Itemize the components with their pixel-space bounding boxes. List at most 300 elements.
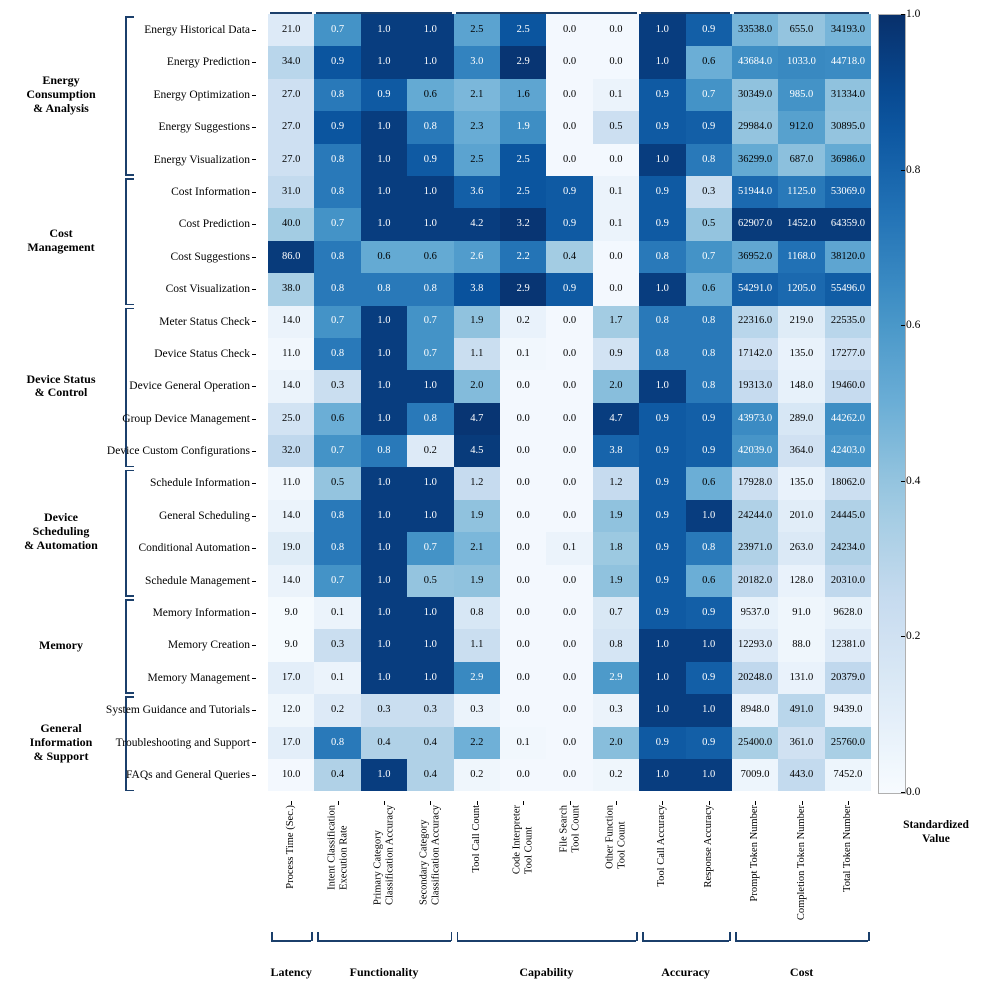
row-group-label-line: & Support xyxy=(33,748,89,763)
heatmap-cell: 1.0 xyxy=(361,759,407,791)
heatmap-cell: 0.6 xyxy=(686,273,732,305)
heatmap-cell: 0.0 xyxy=(500,662,546,694)
heatmap-cell: 1.1 xyxy=(454,338,500,370)
heatmap-cell: 0.6 xyxy=(686,46,732,78)
row-tick xyxy=(252,62,256,63)
heatmap-row xyxy=(268,435,871,467)
row-label-text: Energy Historical Data xyxy=(144,24,250,36)
heatmap-cell: 0.9 xyxy=(639,403,685,435)
heatmap-cell: 20182.0 xyxy=(732,565,778,597)
heatmap-cell: 42403.0 xyxy=(825,435,871,467)
heatmap-cell: 0.0 xyxy=(546,467,592,499)
column-category-bracket-cap xyxy=(451,932,453,941)
column-label-text xyxy=(796,805,808,920)
heatmap-cell: 1.0 xyxy=(407,208,453,240)
row-tick xyxy=(252,581,256,582)
heatmap-cell: 0.8 xyxy=(686,144,732,176)
heatmap-cell: 2.5 xyxy=(454,144,500,176)
heatmap-cell: 2.5 xyxy=(454,14,500,46)
heatmap-cell: 53069.0 xyxy=(825,176,871,208)
heatmap-cell: 1.0 xyxy=(407,467,453,499)
heatmap-cell: 31334.0 xyxy=(825,79,871,111)
heatmap-cell: 0.7 xyxy=(407,338,453,370)
heatmap-cell: 27.0 xyxy=(268,111,314,143)
heatmap-cell: 0.6 xyxy=(407,79,453,111)
heatmap-cell: 0.6 xyxy=(686,565,732,597)
heatmap-cell: 0.5 xyxy=(407,565,453,597)
heatmap-cell: 38.0 xyxy=(268,273,314,305)
row-label xyxy=(0,727,262,759)
heatmap-cell: 91.0 xyxy=(778,597,824,629)
column-category-label: Functionality xyxy=(349,965,419,979)
column-label-line2: Tool Count xyxy=(615,821,627,869)
row-label-text: Energy Prediction xyxy=(166,56,250,69)
heatmap-row xyxy=(268,144,871,176)
heatmap-cell: 1.0 xyxy=(361,403,407,435)
heatmap-cell: 1.0 xyxy=(361,46,407,78)
heatmap-cell: 0.1 xyxy=(500,338,546,370)
column-label xyxy=(778,805,824,935)
row-tick xyxy=(252,775,256,776)
heatmap-cell: 62907.0 xyxy=(732,208,778,240)
row-group-label-line: Scheduling xyxy=(32,524,90,539)
heatmap-cell: 0.8 xyxy=(314,241,360,273)
heatmap-row xyxy=(268,727,871,759)
row-label xyxy=(0,144,262,176)
heatmap-cell: 0.0 xyxy=(546,144,592,176)
heatmap-cell: 7452.0 xyxy=(825,759,871,791)
heatmap-cell: 0.2 xyxy=(500,306,546,338)
row-label-text: System Guidance and Tutorials xyxy=(105,704,250,717)
row-label xyxy=(0,111,262,143)
heatmap-cell: 0.9 xyxy=(686,111,732,143)
column-label-line2: Tool Count xyxy=(569,805,581,853)
column-label-text xyxy=(703,805,715,888)
heatmap-cell: 25760.0 xyxy=(825,727,871,759)
heatmap-cell: 0.0 xyxy=(500,467,546,499)
heatmap-cell: 131.0 xyxy=(778,662,824,694)
heatmap-cell: 0.7 xyxy=(407,306,453,338)
heatmap-cell: 1.8 xyxy=(593,532,639,564)
heatmap-cell: 1.0 xyxy=(361,467,407,499)
heatmap-cell: 24445.0 xyxy=(825,500,871,532)
heatmap-cell: 0.3 xyxy=(361,694,407,726)
heatmap-cell: 1.0 xyxy=(361,662,407,694)
heatmap-cell: 0.9 xyxy=(686,662,732,694)
heatmap-cell: 0.0 xyxy=(546,111,592,143)
column-label-line2: Execution Rate xyxy=(337,825,349,890)
row-label xyxy=(0,176,262,208)
column-category-label: Capability xyxy=(519,965,574,979)
heatmap-cell: 985.0 xyxy=(778,79,824,111)
row-label xyxy=(0,500,262,532)
heatmap-cell: 1.0 xyxy=(361,14,407,46)
heatmap-cell: 3.6 xyxy=(454,176,500,208)
row-label xyxy=(0,306,262,338)
heatmap-cell: 0.9 xyxy=(639,435,685,467)
heatmap-cell: 36299.0 xyxy=(732,144,778,176)
heatmap-grid xyxy=(268,14,871,791)
column-category-bracket-cap xyxy=(636,932,638,941)
heatmap-cell: 25400.0 xyxy=(732,727,778,759)
column-label xyxy=(454,805,500,935)
heatmap-cell: 33538.0 xyxy=(732,14,778,46)
heatmap-cell: 12381.0 xyxy=(825,629,871,661)
heatmap-cell: 0.6 xyxy=(686,467,732,499)
row-tick xyxy=(252,95,256,96)
row-tick xyxy=(252,321,256,322)
heatmap-row xyxy=(268,111,871,143)
heatmap-cell: 19.0 xyxy=(268,532,314,564)
row-label-text: Memory Management xyxy=(147,671,250,684)
heatmap-cell: 55496.0 xyxy=(825,273,871,305)
column-label-text xyxy=(285,805,297,889)
heatmap-cell: 0.0 xyxy=(593,46,639,78)
heatmap-cell: 0.8 xyxy=(639,338,685,370)
heatmap-cell: 1.0 xyxy=(407,46,453,78)
heatmap-cell: 2.1 xyxy=(454,79,500,111)
colorbar-title xyxy=(880,818,992,847)
heatmap-cell: 1.0 xyxy=(361,370,407,402)
heatmap-cell: 0.0 xyxy=(500,435,546,467)
heatmap-cell: 0.0 xyxy=(546,629,592,661)
row-tick xyxy=(252,710,256,711)
heatmap-cell: 1.0 xyxy=(407,500,453,532)
row-label-text: Energy Visualization xyxy=(153,153,250,166)
column-category-bracket-cap xyxy=(311,932,313,941)
heatmap-cell: 23971.0 xyxy=(732,532,778,564)
heatmap-cell: 4.2 xyxy=(454,208,500,240)
colorbar-tick-label: 0.4 xyxy=(906,474,921,487)
heatmap-cell: 44718.0 xyxy=(825,46,871,78)
heatmap-cell: 1.0 xyxy=(361,176,407,208)
heatmap-cell: 0.0 xyxy=(500,403,546,435)
heatmap-cell: 1.0 xyxy=(407,14,453,46)
row-tick xyxy=(252,483,256,484)
row-group-label-line: & Control xyxy=(34,385,88,400)
row-tick xyxy=(252,289,256,290)
heatmap-row xyxy=(268,338,871,370)
heatmap-cell: 0.6 xyxy=(314,403,360,435)
heatmap-cell: 1.0 xyxy=(639,144,685,176)
heatmap-cell: 0.0 xyxy=(500,532,546,564)
row-tick xyxy=(252,224,256,225)
heatmap-cell: 1125.0 xyxy=(778,176,824,208)
row-label-text: Schedule Management xyxy=(144,574,250,587)
row-tick xyxy=(252,192,256,193)
row-label-text: Troubleshooting and Support xyxy=(115,736,250,749)
heatmap-cell: 1.0 xyxy=(639,629,685,661)
heatmap-cell: 3.2 xyxy=(500,208,546,240)
row-label xyxy=(0,629,262,661)
column-label-line1: Primary Category xyxy=(372,830,384,906)
heatmap-cell: 3.8 xyxy=(454,273,500,305)
heatmap-cell: 2.3 xyxy=(454,111,500,143)
column-label-text xyxy=(842,805,854,892)
heatmap-cell: 0.0 xyxy=(500,370,546,402)
heatmap-cell: 0.0 xyxy=(546,370,592,402)
heatmap-cell: 1.0 xyxy=(639,370,685,402)
column-label-line1: Response Accuracy xyxy=(703,805,715,888)
heatmap-cell: 1.0 xyxy=(361,532,407,564)
heatmap-cell: 2.5 xyxy=(500,176,546,208)
row-tick xyxy=(252,127,256,128)
heatmap-cell: 0.9 xyxy=(686,403,732,435)
row-tick xyxy=(252,613,256,614)
heatmap-row xyxy=(268,46,871,78)
heatmap-cell: 30895.0 xyxy=(825,111,871,143)
column-label-line1: Other Function xyxy=(604,805,616,869)
heatmap-cell: 0.8 xyxy=(314,532,360,564)
heatmap-cell: 219.0 xyxy=(778,306,824,338)
heatmap-cell: 1.9 xyxy=(454,306,500,338)
heatmap-cell: 19460.0 xyxy=(825,370,871,402)
heatmap-cell: 1.0 xyxy=(639,694,685,726)
heatmap-cell: 0.8 xyxy=(639,241,685,273)
heatmap-cell: 289.0 xyxy=(778,403,824,435)
column-label xyxy=(361,805,407,935)
heatmap-cell: 0.9 xyxy=(639,597,685,629)
heatmap-cell: 1.0 xyxy=(361,144,407,176)
column-label-text xyxy=(604,805,627,869)
heatmap-cell: 0.2 xyxy=(314,694,360,726)
heatmap-row xyxy=(268,403,871,435)
column-label-line1: Code Interpreter xyxy=(511,805,523,875)
heatmap-cell: 0.0 xyxy=(593,144,639,176)
row-label-text: Cost Information xyxy=(171,185,250,198)
column-label xyxy=(500,805,546,935)
heatmap-cell: 0.9 xyxy=(639,79,685,111)
heatmap-cell: 7009.0 xyxy=(732,759,778,791)
column-label-line1: Tool Call Count xyxy=(471,805,483,873)
heatmap-row xyxy=(268,370,871,402)
heatmap-cell: 0.8 xyxy=(686,532,732,564)
heatmap-cell: 0.8 xyxy=(314,727,360,759)
heatmap-cell: 1.0 xyxy=(639,14,685,46)
heatmap-cell: 0.8 xyxy=(593,629,639,661)
heatmap-cell: 17928.0 xyxy=(732,467,778,499)
heatmap-row xyxy=(268,759,871,791)
column-group-separator xyxy=(456,12,638,14)
heatmap-row xyxy=(268,467,871,499)
row-label xyxy=(0,662,262,694)
heatmap-cell: 88.0 xyxy=(778,629,824,661)
heatmap-cell: 201.0 xyxy=(778,500,824,532)
column-category-bracket-cap xyxy=(735,932,737,941)
heatmap-cell: 9537.0 xyxy=(732,597,778,629)
heatmap-cell: 9.0 xyxy=(268,597,314,629)
heatmap-cell: 0.0 xyxy=(500,500,546,532)
heatmap-cell: 0.2 xyxy=(407,435,453,467)
heatmap-cell: 1.0 xyxy=(686,629,732,661)
column-label xyxy=(268,805,314,935)
row-label xyxy=(0,46,262,78)
heatmap-cell: 1.0 xyxy=(361,208,407,240)
heatmap-cell: 20310.0 xyxy=(825,565,871,597)
heatmap-cell: 17.0 xyxy=(268,662,314,694)
heatmap-cell: 2.0 xyxy=(593,727,639,759)
heatmap-cell: 0.9 xyxy=(639,532,685,564)
heatmap-cell: 1.2 xyxy=(454,467,500,499)
heatmap-cell: 22316.0 xyxy=(732,306,778,338)
column-label-line1: Completion Token Number xyxy=(795,805,807,921)
heatmap-cell: 24244.0 xyxy=(732,500,778,532)
column-label xyxy=(593,805,639,935)
heatmap-cell: 1.0 xyxy=(639,46,685,78)
column-category-bracket-cap xyxy=(729,932,731,941)
row-label-text: Energy Optimization xyxy=(153,88,250,101)
heatmap-cell: 655.0 xyxy=(778,14,824,46)
heatmap-cell: 11.0 xyxy=(268,467,314,499)
heatmap-cell: 0.2 xyxy=(454,759,500,791)
heatmap-cell: 0.9 xyxy=(639,565,685,597)
heatmap-cell: 2.9 xyxy=(500,273,546,305)
column-label xyxy=(639,805,685,935)
row-group-label-line: Energy xyxy=(42,73,80,87)
heatmap-cell: 0.0 xyxy=(500,694,546,726)
heatmap-cell: 0.8 xyxy=(314,338,360,370)
heatmap-cell: 14.0 xyxy=(268,500,314,532)
heatmap-cell: 1.0 xyxy=(361,306,407,338)
column-label-text xyxy=(471,805,483,873)
heatmap-cell: 0.6 xyxy=(407,241,453,273)
heatmap-cell: 0.9 xyxy=(407,144,453,176)
row-label-text: Device Status Check xyxy=(154,347,250,360)
heatmap-cell: 3.8 xyxy=(593,435,639,467)
row-label xyxy=(0,241,262,273)
row-label xyxy=(0,14,262,46)
heatmap-cell: 18062.0 xyxy=(825,467,871,499)
row-label-text: Memory Creation xyxy=(167,639,250,652)
heatmap-cell: 42039.0 xyxy=(732,435,778,467)
heatmap-cell: 2.6 xyxy=(454,241,500,273)
column-category-bracket-cap xyxy=(317,932,319,941)
heatmap-cell: 0.8 xyxy=(314,500,360,532)
heatmap-cell: 0.7 xyxy=(686,241,732,273)
heatmap-cell: 1.1 xyxy=(454,629,500,661)
heatmap-row xyxy=(268,532,871,564)
heatmap-cell: 1.0 xyxy=(361,597,407,629)
heatmap-cell: 0.1 xyxy=(546,532,592,564)
heatmap-cell: 0.0 xyxy=(546,565,592,597)
column-label-line2: Classification Accuracy xyxy=(383,805,395,906)
heatmap-cell: 2.5 xyxy=(500,14,546,46)
heatmap-cell: 3.0 xyxy=(454,46,500,78)
heatmap-cell: 2.5 xyxy=(500,144,546,176)
heatmap-cell: 32.0 xyxy=(268,435,314,467)
heatmap-cell: 1.9 xyxy=(454,565,500,597)
heatmap-cell: 2.0 xyxy=(454,370,500,402)
heatmap-cell: 0.9 xyxy=(639,208,685,240)
heatmap-cell: 361.0 xyxy=(778,727,824,759)
heatmap-cell: 0.3 xyxy=(314,629,360,661)
heatmap-cell: 1.0 xyxy=(361,111,407,143)
heatmap-cell: 0.0 xyxy=(593,273,639,305)
column-label xyxy=(407,805,453,935)
heatmap-cell: 36952.0 xyxy=(732,241,778,273)
heatmap-cell: 0.1 xyxy=(593,208,639,240)
row-label xyxy=(0,370,262,402)
heatmap-cell: 0.8 xyxy=(407,403,453,435)
row-tick xyxy=(252,645,256,646)
heatmap-cell: 1.0 xyxy=(639,273,685,305)
heatmap-row xyxy=(268,500,871,532)
heatmap-cell: 0.8 xyxy=(314,144,360,176)
heatmap-cell: 1.9 xyxy=(454,500,500,532)
heatmap-cell: 1033.0 xyxy=(778,46,824,78)
heatmap-cell: 0.3 xyxy=(593,694,639,726)
heatmap-cell: 1.9 xyxy=(593,500,639,532)
heatmap-cell: 1.2 xyxy=(593,467,639,499)
heatmap-cell: 51944.0 xyxy=(732,176,778,208)
heatmap-cell: 0.0 xyxy=(593,14,639,46)
heatmap-cell: 0.0 xyxy=(546,338,592,370)
row-tick xyxy=(252,159,256,160)
colorbar-tick-mark xyxy=(901,792,905,793)
heatmap-cell: 4.7 xyxy=(454,403,500,435)
heatmap-cell: 1.0 xyxy=(407,629,453,661)
row-label xyxy=(0,694,262,726)
heatmap-cell: 0.1 xyxy=(500,727,546,759)
colorbar-tick-mark xyxy=(901,636,905,637)
heatmap-cell: 0.0 xyxy=(500,565,546,597)
row-group-label-line: Information xyxy=(29,734,93,749)
heatmap-cell: 0.7 xyxy=(314,14,360,46)
colorbar-tick-label: 0.0 xyxy=(906,786,921,798)
row-tick xyxy=(252,30,256,31)
row-label-text: Conditional Automation xyxy=(138,542,250,555)
heatmap-cell: 0.8 xyxy=(407,273,453,305)
colorbar-tick-mark xyxy=(901,14,905,15)
heatmap-cell: 11.0 xyxy=(268,338,314,370)
heatmap-cell: 14.0 xyxy=(268,306,314,338)
heatmap-cell: 1.0 xyxy=(686,759,732,791)
heatmap-row xyxy=(268,694,871,726)
heatmap-cell: 0.1 xyxy=(593,176,639,208)
heatmap-cell: 0.9 xyxy=(639,111,685,143)
heatmap-cell: 0.4 xyxy=(407,759,453,791)
heatmap-cell: 1.9 xyxy=(500,111,546,143)
heatmap-cell: 29984.0 xyxy=(732,111,778,143)
heatmap-row xyxy=(268,241,871,273)
heatmap-cell: 1.0 xyxy=(361,629,407,661)
heatmap-cell: 0.0 xyxy=(500,759,546,791)
heatmap-cell: 19313.0 xyxy=(732,370,778,402)
heatmap-cell: 20379.0 xyxy=(825,662,871,694)
column-label-line2: Tool Count xyxy=(523,826,535,875)
heatmap-cell: 10.0 xyxy=(268,759,314,791)
heatmap-cell: 0.4 xyxy=(314,759,360,791)
column-category-bracket xyxy=(271,940,311,942)
heatmap-cell: 31.0 xyxy=(268,176,314,208)
heatmap-cell: 0.8 xyxy=(361,273,407,305)
column-label-text xyxy=(657,805,669,887)
heatmap-cell: 128.0 xyxy=(778,565,824,597)
heatmap-cell: 0.0 xyxy=(546,46,592,78)
heatmap-cell: 17142.0 xyxy=(732,338,778,370)
heatmap-cell: 27.0 xyxy=(268,144,314,176)
heatmap-cell: 0.7 xyxy=(314,435,360,467)
heatmap-cell: 0.4 xyxy=(407,727,453,759)
heatmap-cell: 0.1 xyxy=(593,79,639,111)
heatmap-cell: 1205.0 xyxy=(778,273,824,305)
column-label-text xyxy=(372,805,395,905)
column-label xyxy=(314,805,360,935)
column-label xyxy=(546,805,592,935)
column-category-bracket xyxy=(642,940,729,942)
heatmap-cell: 17277.0 xyxy=(825,338,871,370)
heatmap-cell: 1.0 xyxy=(639,759,685,791)
